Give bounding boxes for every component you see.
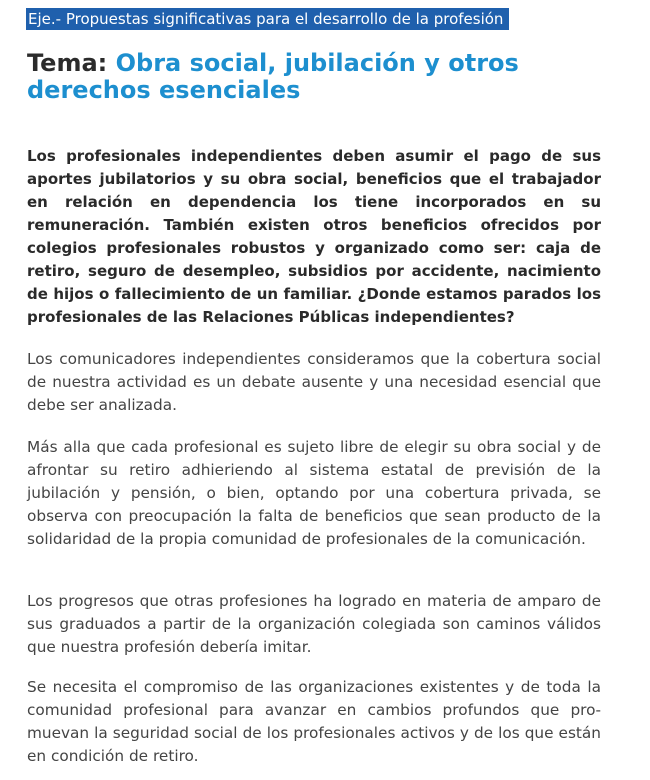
heading-prefix: Tema:: [27, 49, 116, 77]
section-label: Eje.- Propuestas significativas para el desarrollo de la profesión: [26, 8, 509, 30]
article-heading: [27, 50, 627, 104]
lead-paragraph: Los profesionales independientes deben asumir el pago de sus aportes jubilatorios y su obra social, beneficios que el trabajador en relación en dependencia los tiene incorporados en su remuneración. También existen otros beneficios ofrecidos por colegios profesionales robustos y organizado como ser: caja de retiro, seguro de desempleo, subsidios por accidente, nacimiento de hijos o fallecimiento de un familiar. ¿Donde estamos parados los profesionales de las Relaciones Públicas independientes?: [27, 147, 601, 326]
body-paragraph-3: Los progresos que otras profesiones ha logrado en materia de amparo de sus graduados a partir de la organización colegiada son caminos válidos que nuestra profesión debería imitar.: [27, 592, 601, 656]
body-paragraph-2: Más alla que cada profesional es sujeto libre de elegir su obra social y de afrontar su retiro adhieriendo al sistema estatal de previsión de la jubilación y pensión, o bien, optando por una cobertura privada, se observa con preocupación la falta de beneficios que sean producto de la solidaridad de la propia comunidad de profesionales de la comunicación.: [27, 438, 601, 548]
body-paragraph-4: Se necesita el compromiso de las organizaciones existentes y de toda la comunidad profesional para avanzar en cambios profundos que promuevan la seguridad social de los profesionales activos y de los que están en condición de retiro.: [27, 678, 601, 765]
heading-title: Obra social, jubilación y otros derechos esenciales: [27, 49, 519, 104]
body-paragraph-1: Los comunicadores independientes consideramos que la cobertura social de nuestra actividad es un debate ausente y una necesidad esencial que debe ser analizada.: [27, 350, 601, 414]
